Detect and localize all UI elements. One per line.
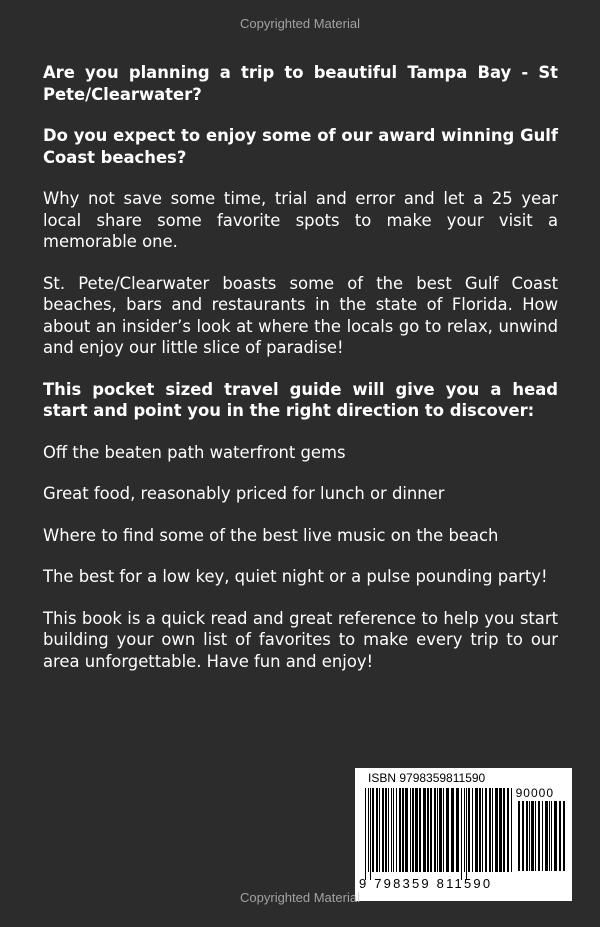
paragraph-boasts: St. Pete/Clearwater boasts some of the best Gulf Coast beaches, bars and restaurants in the state of Florida. How about an insider’s look at where the locals go to relax, unwind and enjoy our little slice of paradise!	[43, 273, 558, 357]
barcode-bar	[379, 788, 380, 872]
addon-barcode-bars	[518, 801, 566, 881]
barcode-bar	[545, 801, 548, 871]
barcode-bar	[482, 788, 483, 872]
barcode-bar	[461, 788, 462, 880]
barcode-bar	[535, 801, 536, 871]
barcode-bar	[559, 801, 561, 871]
watermark-bottom: Copyrighted Material	[240, 890, 360, 905]
barcode-bar	[427, 788, 429, 872]
barcode-digits: 9 798359 811590	[359, 876, 493, 891]
barcode-bar	[402, 788, 404, 872]
barcode-bar	[479, 788, 481, 872]
barcode-bar	[399, 788, 401, 872]
barcode-bar	[439, 788, 442, 872]
watermark-top: Copyrighted Material	[240, 16, 360, 31]
barcode-bar	[542, 801, 543, 871]
paragraph-guide-intro: This pocket sized travel guide will give you a head start and point you in the right direction to discover:	[43, 379, 558, 420]
list-item-music: Where to find some of the best live music on the beach	[43, 525, 499, 545]
barcode-bar	[549, 801, 550, 871]
price-code: 90000	[515, 786, 554, 800]
barcode-bar	[526, 801, 528, 871]
barcode-bar	[372, 788, 374, 872]
barcode-bar	[522, 801, 524, 871]
barcode-bar	[419, 788, 421, 872]
barcode-bar	[434, 788, 436, 872]
barcode-bar	[531, 801, 534, 871]
barcode-bars	[365, 788, 515, 884]
barcode-bar	[368, 788, 369, 872]
list-item-waterfront: Off the beaten path waterfront gems	[43, 442, 346, 462]
barcode-bar	[472, 788, 473, 872]
blurb-text	[43, 62, 558, 692]
paragraph-question-beaches: Do you expect to enjoy some of our award winning Gulf Coast beaches?	[43, 126, 558, 167]
barcode-bar	[485, 788, 487, 872]
barcode-bar	[563, 801, 565, 871]
barcode-bar	[475, 788, 478, 872]
barcode-bar	[507, 788, 509, 872]
barcode-bar	[551, 801, 552, 871]
barcode-bar	[370, 788, 371, 880]
barcode-bar	[423, 788, 426, 872]
isbn-label: ISBN 9798359811590	[368, 771, 486, 785]
barcode-bar	[391, 788, 392, 872]
barcode-bar	[412, 788, 414, 872]
barcode-bar	[518, 801, 520, 871]
barcode-bar	[456, 788, 459, 872]
barcode-bar	[446, 788, 449, 872]
paragraph-question-trip: Are you planning a trip to beautiful Tampa Bay - St Pete/Clearwater?	[43, 63, 558, 104]
barcode-bar	[489, 788, 491, 872]
barcode-bar	[464, 788, 465, 872]
barcode-bar	[503, 788, 505, 872]
barcode-bar	[511, 788, 512, 872]
isbn-barcode	[355, 768, 572, 901]
barcode-bar	[529, 801, 530, 871]
barcode-bar	[554, 801, 557, 871]
paragraph-closing: This book is a quick read and great reference to help you start building your own list of favorites to make every trip to our area unforgettable. Have fun and enjoy!	[43, 608, 558, 671]
barcode-bar	[468, 788, 470, 872]
barcode-bar	[443, 788, 444, 872]
barcode-bar	[466, 788, 467, 880]
barcode-bar	[415, 788, 418, 872]
list-item-night: The best for a low key, quiet night or a pulse pounding party!	[43, 567, 548, 586]
barcode-bar	[388, 788, 389, 872]
barcode-bar	[492, 788, 493, 872]
barcode-bar	[393, 788, 394, 872]
barcode-bar	[385, 788, 387, 872]
barcode-bar	[437, 788, 438, 872]
barcode-bar	[405, 788, 408, 872]
barcode-bar	[410, 788, 411, 872]
barcode-bar	[451, 788, 454, 872]
barcode-bar	[430, 788, 432, 872]
barcode-bar	[538, 801, 540, 871]
barcode-bar	[382, 788, 384, 872]
paragraph-local-tips: Why not save some time, trial and error and let a 25 year local share some favorite spots to make your visit a memorable one.	[43, 189, 558, 251]
barcode-bar	[495, 788, 498, 872]
barcode-bar	[365, 788, 366, 880]
barcode-bar	[499, 788, 502, 872]
list-item-food: Great food, reasonably priced for lunch or dinner	[43, 484, 445, 503]
barcode-bar	[376, 788, 378, 872]
barcode-bar	[396, 788, 397, 872]
